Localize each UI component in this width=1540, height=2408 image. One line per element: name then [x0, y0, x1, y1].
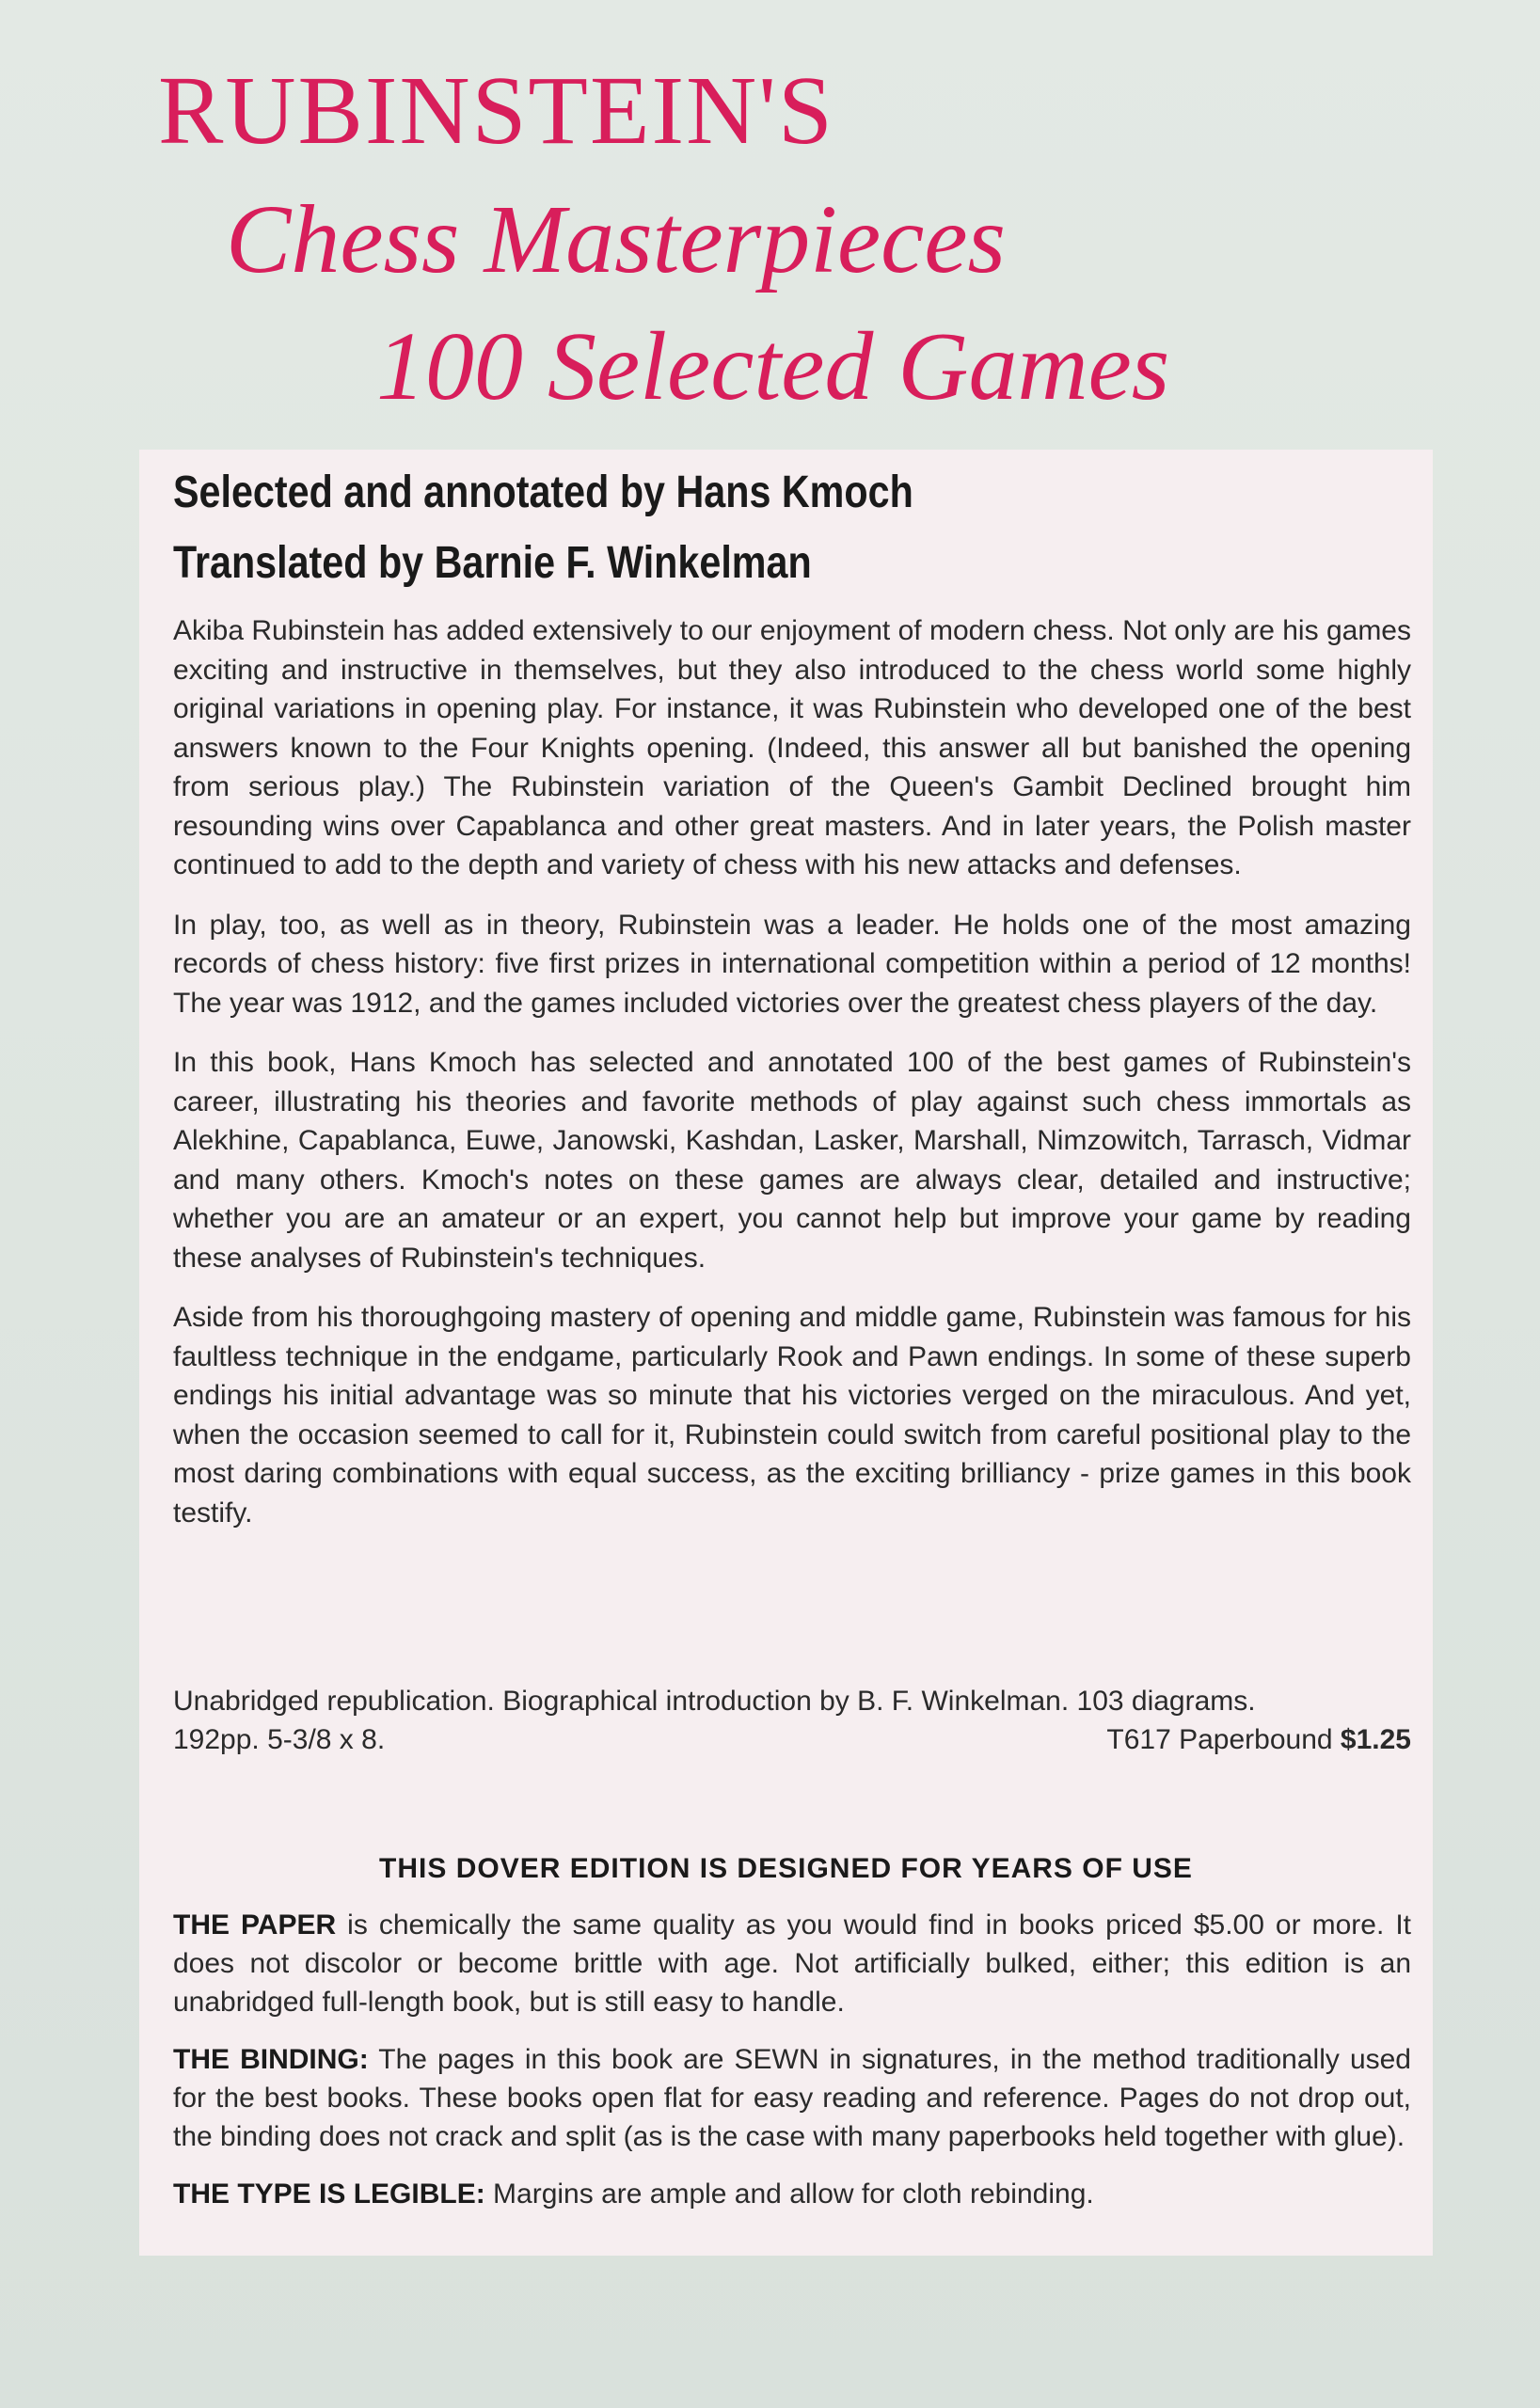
title-main-line: Chess Masterpieces [226, 185, 1006, 293]
dover-edition-features [173, 1906, 1411, 2232]
title-subtitle-line: 100 Selected Games [376, 312, 1170, 420]
feature-label: THE BINDING: [173, 2044, 369, 2075]
description-paragraph: Aside from his thoroughgoing mastery of opening and middle game, Rubinstein was famous for his faultless technique in the endgame, particularly Rook and Pawn endings. In some of these superb endings his initial advantage was so minute that his victories verged on the miraculous. And yet, when the occasion seemed to call for it, Rubinstein could switch from careful positional play to the most daring combinations with equal success, as the exciting brilliancy - prize games in this book testify. [173, 1302, 1411, 1529]
book-title [0, 0, 1540, 442]
translated-by-credit: Translated by Barnie F. Winkelman [173, 538, 812, 588]
feature-text: The pages in this book are SEWN in signatures, in the method traditionally used for the best books. These books open flat for easy reading and reference. Pages do not drop out, the binding does not crack and split (as is the case with many paperbooks held together with glue). [173, 2044, 1411, 2152]
publication-details: Unabridged republication. Biographical introduction by B. F. Winkelman. 103 diagrams. [173, 1686, 1256, 1717]
price-line [1106, 1720, 1411, 1759]
publication-format: 192pp. 5-3/8 x 8. [173, 1724, 386, 1755]
description-paragraph: In this book, Hans Kmoch has selected and annotated 100 of the best games of Rubinstein's career, illustrating his theories and favorite methods of play against such chess immortals as Alekhine, Capablanca, Euwe, Janowski, Kashdan, Lasker, Marshall, Nimzowitch, Tarrasch, Vidmar and many others. Kmoch's notes on these games are always clear, detailed and instructive; whether you are an amateur or an expert, you cannot help but improve your game by reading these analyses of Rubinstein's techniques. [173, 1047, 1411, 1274]
title-author-line: RUBINSTEIN'S [158, 56, 834, 165]
price: $1.25 [1340, 1724, 1411, 1755]
feature-binding [173, 2040, 1411, 2156]
description-paragraph: Akiba Rubinstein has added extensively to our enjoyment of modern chess. Not only are his games exciting and instructive in themselves, but they also introduced to the chess world some highly original variations in opening play. For instance, it was Rubinstein who developed one of the best answers known to the Four Knights opening. (Indeed, this answer all but banished the opening from serious play.) The Rubinstein variation of the Queen's Gambit Declined brought him resounding wins over Capablanca and other great masters. And in later years, the Polish master continued to add to the depth and variety of chess with his new attacks and defenses. [173, 615, 1411, 880]
feature-type [173, 2175, 1411, 2213]
selected-by-credit: Selected and annotated by Hans Kmoch [173, 467, 913, 517]
feature-label: THE TYPE IS LEGIBLE: [173, 2178, 485, 2210]
publication-format-row [173, 1720, 1411, 1759]
dover-edition-heading: THIS DOVER EDITION IS DESIGNED FOR YEARS OF USE [379, 1853, 1193, 1884]
description-body [173, 611, 1411, 1553]
description-panel [139, 450, 1433, 2256]
catalog-number: T617 Paperbound [1106, 1724, 1333, 1755]
feature-label: THE PAPER [173, 1909, 337, 1941]
feature-text: Margins are ample and allow for cloth rebinding. [484, 2178, 1094, 2210]
feature-text: is chemically the same quality as you would find in books priced $5.00 or more. It does not discolor or become brittle with age. Not artificially bulked, either; this edition is an unabridged full-length book, but is still easy to handle. [173, 1909, 1411, 2018]
publication-info [173, 1682, 1411, 1759]
feature-paper [173, 1906, 1411, 2021]
description-paragraph: In play, too, as well as in theory, Rubinstein was a leader. He holds one of the most amazing records of chess history: five first prizes in international competition within a period of 12 months! The year was 1912, and the games included victories over the greatest chess players of the day. [173, 909, 1411, 1019]
